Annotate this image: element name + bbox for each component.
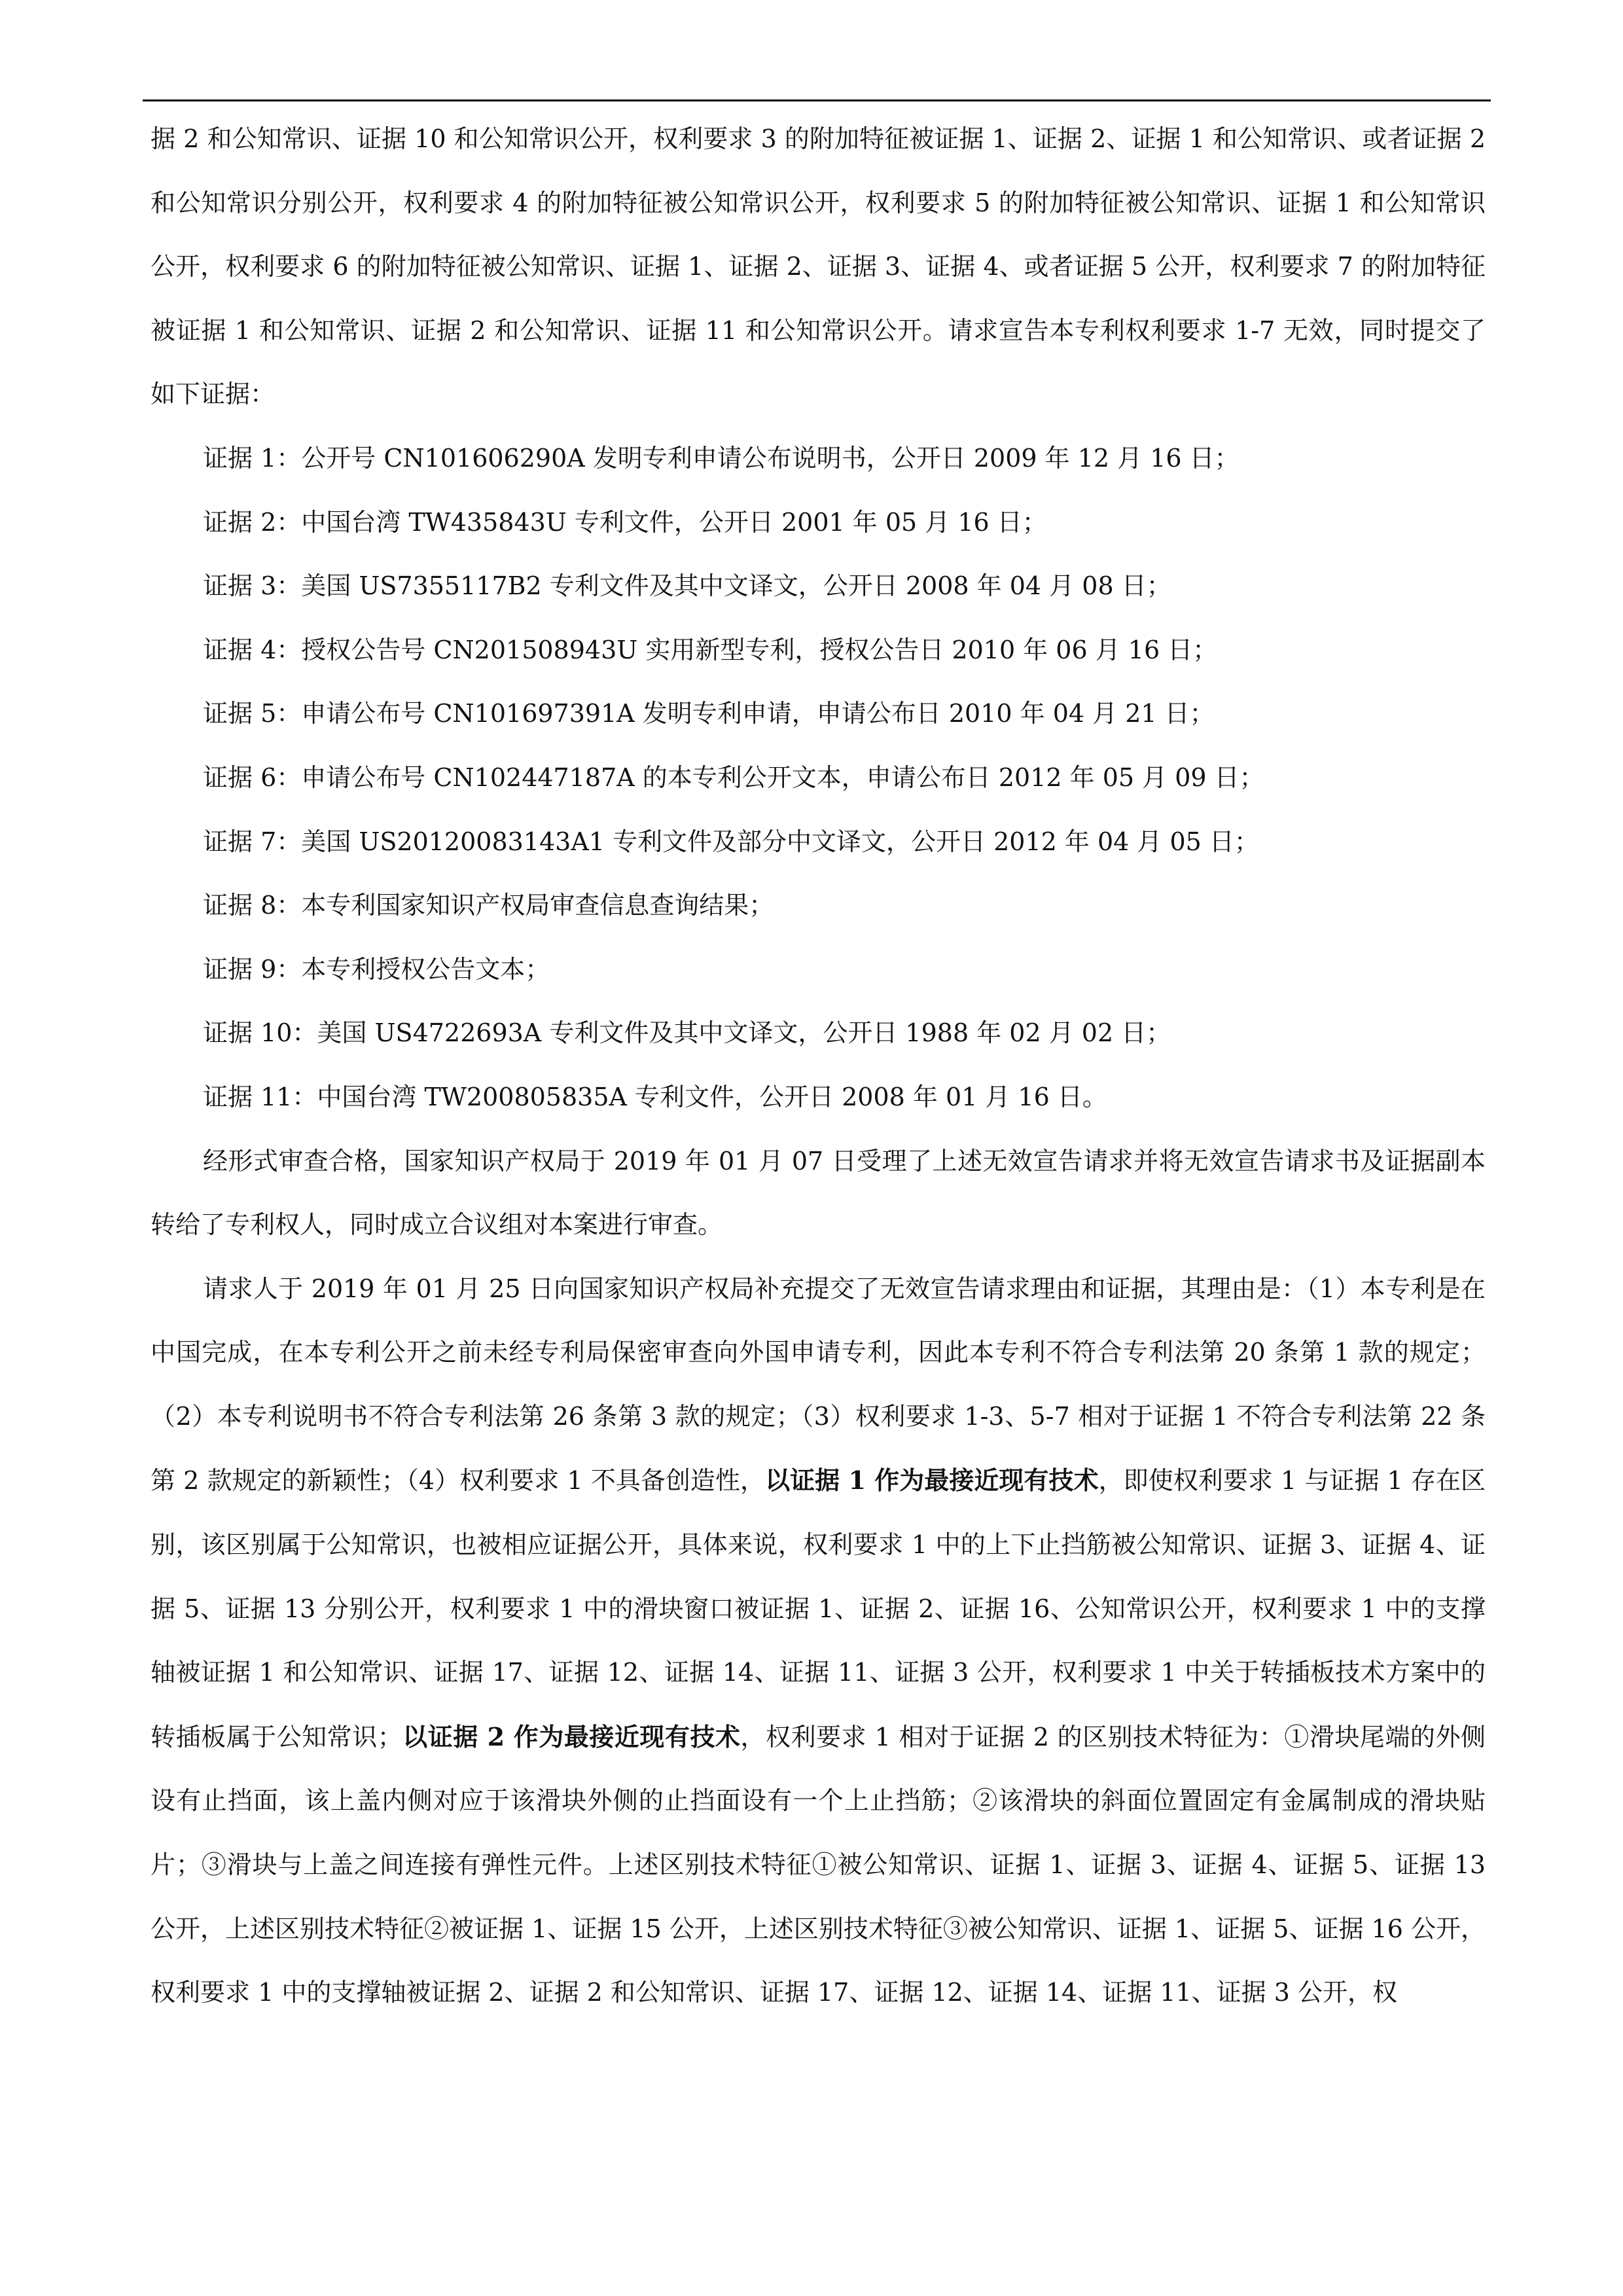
paragraph-supplementary-reasons [151, 1257, 1486, 2025]
bold-text-run: 以证据 1 作为最接近现有技术 [765, 1465, 1099, 1496]
document-body [151, 107, 1486, 2025]
bold-text-run: 以证据 2 作为最接近现有技术 [402, 1721, 741, 1751]
evidence-item: 证据 1：公开号 CN101606290A 发明专利申请公布说明书，公开日 2009 年 12 月 16 日； [203, 443, 1240, 473]
text-run: ，权利要求 1 相对于证据 2 的区别技术特征为：①滑块尾端的外侧设有止挡面，该上盖内侧对应于该滑块外侧的止挡面设有一个上止挡筋；②该滑块的斜面位置固定有金属制成的滑块贴片；③滑块与上盖之间连接有弹性元件。上述区别技术特征①被公知常识、证据 1、证据 3、证据 4、证据 5、证据 13 公开，上述区别技术特征②被证据 1、证据 15 公开，上述区别技术特征③被公知常识、证据 1、证据 5、证据 16 公开，权利要求 1 中的支撑轴被证据 2、证据 2 和公知常识、证据 17、证据 12、证据 14、证据 11、证据 3 公开，权 [151, 1722, 1486, 2007]
evidence-item: 证据 6：申请公布号 CN102447187A 的本专利公开文本，申请公布日 2012 年 05 月 09 日； [203, 762, 1264, 792]
evidence-item: 证据 10：美国 US4722693A 专利文件及其中文译文，公开日 1988 年 02 月 02 日； [203, 1018, 1171, 1048]
evidence-item: 证据 2：中国台湾 TW435843U 专利文件，公开日 2001 年 05 月 16 日； [203, 507, 1047, 537]
header-rule [143, 99, 1491, 101]
paragraph-formal-review: 经形式审查合格，国家知识产权局于 2019 年 01 月 07 日受理了上述无效宣告请求并将无效宣告请求书及证据副本转给了专利权人，同时成立合议组对本案进行审查。 [151, 1146, 1486, 1240]
evidence-list [151, 427, 1486, 1130]
paragraph-continued: 据 2 和公知常识、证据 10 和公知常识公开，权利要求 3 的附加特征被证据 1、证据 2、证据 1 和公知常识、或者证据 2 和公知常识分别公开，权利要求 4 的附加特征被公知常识公开，权利要求 5 的附加特征被公知常识、证据 1 和公知常识公开，权利要求 6 的附加特征被公知常识、证据 1、证据 2、证据 3、证据 4、或者证据 5 公开，权利要求 7 的附加特征被证据 1 和公知常识、证据 2 和公知常识、证据 11 和公知常识公开。请求宣告本专利权利要求 1-7 无效，同时提交了如下证据： [151, 124, 1486, 409]
evidence-item: 证据 5：申请公布号 CN101697391A 发明专利申请，申请公布日 2010 年 04 月 21 日； [203, 699, 1215, 728]
evidence-item: 证据 8：本专利国家知识产权局审查信息查询结果； [203, 891, 774, 920]
evidence-item: 证据 7：美国 US20120083143A1 专利文件及部分中文译文，公开日 2012 年 04 月 05 日； [203, 827, 1259, 856]
evidence-item: 证据 3：美国 US7355117B2 专利文件及其中文译文，公开日 2008 年 04 月 08 日； [203, 571, 1171, 601]
evidence-item: 证据 11：中国台湾 TW200805835A 专利文件，公开日 2008 年 01 月 16 日。 [203, 1082, 1107, 1111]
evidence-item: 证据 4：授权公告号 CN201508943U 实用新型专利，授权公告日 2010 年 06 月 16 日； [203, 635, 1218, 664]
text-run: ，即使权利要求 1 与证据 1 存在区别，该区别属于公知常识，也被相应证据公开，具体来说，权利要求 1 中的上下止挡筋被公知常识、证据 3、证据 4、证据 5、证据 13 分别公开，权利要求 1 中的滑块窗口被证据 1、证据 2、证据 16、公知常识公开，权利要求 1 中的支撑轴被证据 1 和公知常识、证据 17、证据 12、证据 14、证据 11、证据 3 公开，权利要求 1 中关于转插板技术方案中的转插板属于公知常识； [151, 1466, 1486, 1751]
text-run: 请求人于 2019 年 01 月 25 日向国家知识产权局补充提交了无效宣告请求理由和证据，其理由是：（1）本专利是在中国完成，在本专利公开之前未经专利局保密审查向外国申请专利，因此本专利不符合专利法第 20 条第 1 款的规定；（2）本专利说明书不符合专利法第 26 条第 3 款的规定；（3）权利要求 1-3、5-7 相对于证据 1 不符合专利法第 22 条第 2 款规定的新颖性；（4）权利要求 1 不具备创造性， [151, 1274, 1486, 1496]
evidence-item: 证据 9：本专利授权公告文本； [203, 954, 550, 984]
